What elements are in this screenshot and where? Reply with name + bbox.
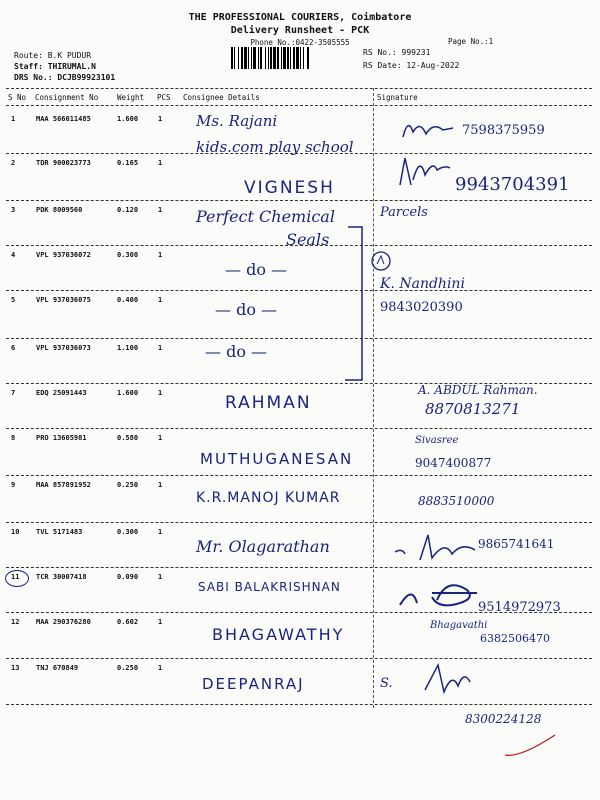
row-consignment-no: TNJ 670849 — [36, 664, 79, 672]
row-pcs: 1 — [158, 573, 163, 581]
row-consignment-no: VPL 937036072 — [36, 251, 91, 259]
row-weight: 0.090 — [117, 573, 139, 581]
row-consignment-no: TCR 30007418 — [36, 573, 87, 581]
hw-r2-consignee: VIGNESH — [244, 178, 335, 198]
hw-r7-phone: 8870813271 — [425, 400, 521, 418]
row-weight: 0.165 — [117, 159, 139, 167]
row-sno: 13 — [11, 664, 20, 672]
row-weight: 0.250 — [117, 664, 139, 672]
barcode — [231, 47, 363, 69]
row-separator — [6, 522, 592, 523]
runsheet-title: Delivery Runsheet - PCK — [230, 25, 370, 36]
signature-column-divider — [373, 88, 374, 708]
r1-signature — [398, 112, 458, 142]
hw-r3-note: Parcels — [380, 205, 428, 220]
col-weight: Weight — [117, 93, 145, 102]
col-sno: S No — [8, 93, 27, 102]
row-weight: 0.120 — [117, 206, 139, 214]
row-weight: 0.602 — [117, 618, 139, 626]
row-sno: 3 — [11, 206, 16, 214]
row-consignment-no: TVL 5171483 — [36, 528, 83, 536]
row-pcs: 1 — [158, 296, 163, 304]
company-name: THE PROFESSIONAL COURIERS, Coimbatore — [188, 12, 412, 23]
row-separator — [6, 290, 592, 291]
row-weight: 1.600 — [117, 115, 139, 123]
hw-r12-consignee: BHAGAWATHY — [212, 625, 345, 644]
hw-r1-consignee-name: Ms. Rajani — [196, 112, 278, 130]
row-pcs: 1 — [158, 206, 163, 214]
rs-date: RS Date: 12-Aug-2022 — [363, 61, 460, 70]
hw-r10-phone: 9865741641 — [478, 537, 555, 551]
row-weight: 0.300 — [117, 251, 139, 259]
row-consignment-no: PRO 13605981 — [36, 434, 87, 442]
row-weight: 0.580 — [117, 434, 139, 442]
row-consignment-no: TDR 900023773 — [36, 159, 91, 167]
row-weight: 1.100 — [117, 344, 139, 352]
row-pcs: 1 — [158, 159, 163, 167]
table-header-rule — [6, 105, 592, 106]
row-pcs: 1 — [158, 481, 163, 489]
hw-r1-phone: 7598375959 — [462, 123, 545, 138]
col-consignee: Consignee Details — [183, 93, 260, 102]
hw-r8-consignee: MUTHUGANESAN — [200, 450, 354, 468]
phone-number: Phone No.:0422-3505555 — [250, 38, 350, 47]
hw-r7-name: A. ABDUL Rahman. — [418, 383, 538, 397]
hw-r1-consignee-org: kids.com play school — [196, 138, 354, 156]
row-sno: 2 — [11, 159, 16, 167]
barcode-bar — [309, 47, 310, 69]
hw-r9-phone: 8883510000 — [418, 494, 495, 508]
row-pcs: 1 — [158, 389, 163, 397]
row-separator — [6, 658, 592, 659]
row-weight: 1.600 — [117, 389, 139, 397]
row-sno: 11 — [11, 573, 20, 581]
row-separator — [6, 200, 592, 201]
row-consignment-no: MAA 566011485 — [36, 115, 91, 123]
r4-circle-signature — [370, 250, 392, 272]
hw-r10-consignee: Mr. Olagarathan — [196, 537, 330, 556]
hw-r13-phone: 8300224128 — [465, 712, 542, 726]
hw-r4-ditto: — do — — [225, 260, 288, 279]
drs-number: DRS No.: DCJB99923101 — [14, 73, 116, 82]
staff-label: Staff: THIRUMAL.N — [14, 62, 96, 71]
hw-r13-name: S. — [380, 676, 393, 691]
table-top-rule — [6, 88, 592, 89]
row-consignment-no: VPL 937036075 — [36, 296, 91, 304]
hw-r5-ditto: — do — — [215, 300, 278, 319]
hw-r45-phone: 9843020390 — [380, 300, 463, 315]
hw-r12-phone: 6382506470 — [480, 632, 550, 645]
r11-signature — [392, 575, 482, 615]
hw-r45-name: K. Nandhini — [380, 276, 465, 292]
row-pcs: 1 — [158, 664, 163, 672]
col-signature: Signature — [377, 93, 418, 102]
r2-signature — [395, 150, 455, 190]
hw-r3-consignee-b: Seals — [286, 230, 330, 249]
bracket-mark — [340, 225, 370, 385]
row-pcs: 1 — [158, 251, 163, 259]
row-consignment-no: MAA 290376280 — [36, 618, 91, 626]
row-11-circle-mark — [5, 570, 29, 587]
row-pcs: 1 — [158, 434, 163, 442]
row-sno: 7 — [11, 389, 16, 397]
row-sno: 10 — [11, 528, 20, 536]
hw-r7-consignee: RAHMAN — [225, 393, 312, 413]
page-number: Page No.:1 — [448, 37, 494, 46]
row-weight: 0.400 — [117, 296, 139, 304]
hw-r12-name: Bhagavathi — [430, 620, 488, 631]
row-weight: 0.250 — [117, 481, 139, 489]
row-sno: 9 — [11, 481, 16, 489]
row-sno: 5 — [11, 296, 16, 304]
row-sno: 4 — [11, 251, 16, 259]
row-separator — [6, 428, 592, 429]
row-sno: 12 — [11, 618, 20, 626]
row-consignment-no: EDQ 25091443 — [36, 389, 87, 397]
row-pcs: 1 — [158, 344, 163, 352]
route-label: Route: B.K PUDUR — [14, 51, 92, 60]
hw-r3-consignee-a: Perfect Chemical — [196, 207, 335, 226]
hw-r8-name: Sivasree — [415, 435, 459, 446]
row-separator — [6, 338, 592, 339]
row-sno: 8 — [11, 434, 16, 442]
hw-r8-phone: 9047400877 — [415, 456, 492, 470]
row-weight: 0.300 — [117, 528, 139, 536]
row-separator — [6, 567, 592, 568]
hw-r6-ditto: — do — — [205, 342, 268, 361]
row-consignment-no: VPL 937036073 — [36, 344, 91, 352]
row-separator — [6, 475, 592, 476]
row-pcs: 1 — [158, 618, 163, 626]
hw-r13-consignee: DEEPANRAJ — [202, 675, 305, 693]
row-consignment-no: MAA 857891952 — [36, 481, 91, 489]
row-separator — [6, 704, 592, 705]
hw-r9-consignee: K.R.MANOJ KUMAR — [196, 490, 341, 506]
r13-signature — [420, 660, 475, 700]
row-pcs: 1 — [158, 528, 163, 536]
r10-signature — [390, 530, 480, 565]
bottom-tick-mark — [500, 730, 560, 760]
col-consignment: Consignment No — [35, 93, 99, 102]
row-sno: 6 — [11, 344, 16, 352]
row-sno: 1 — [11, 115, 16, 123]
hw-r2-phone: 9943704391 — [455, 174, 570, 195]
hw-r11-consignee: SABI BALAKRISHNAN — [198, 580, 341, 594]
col-pcs: PCS — [157, 93, 171, 102]
row-consignment-no: PDK 8009560 — [36, 206, 83, 214]
row-pcs: 1 — [158, 115, 163, 123]
hw-r11-phone: 9514972973 — [478, 600, 561, 615]
rs-number: RS No.: 999231 — [363, 48, 431, 57]
